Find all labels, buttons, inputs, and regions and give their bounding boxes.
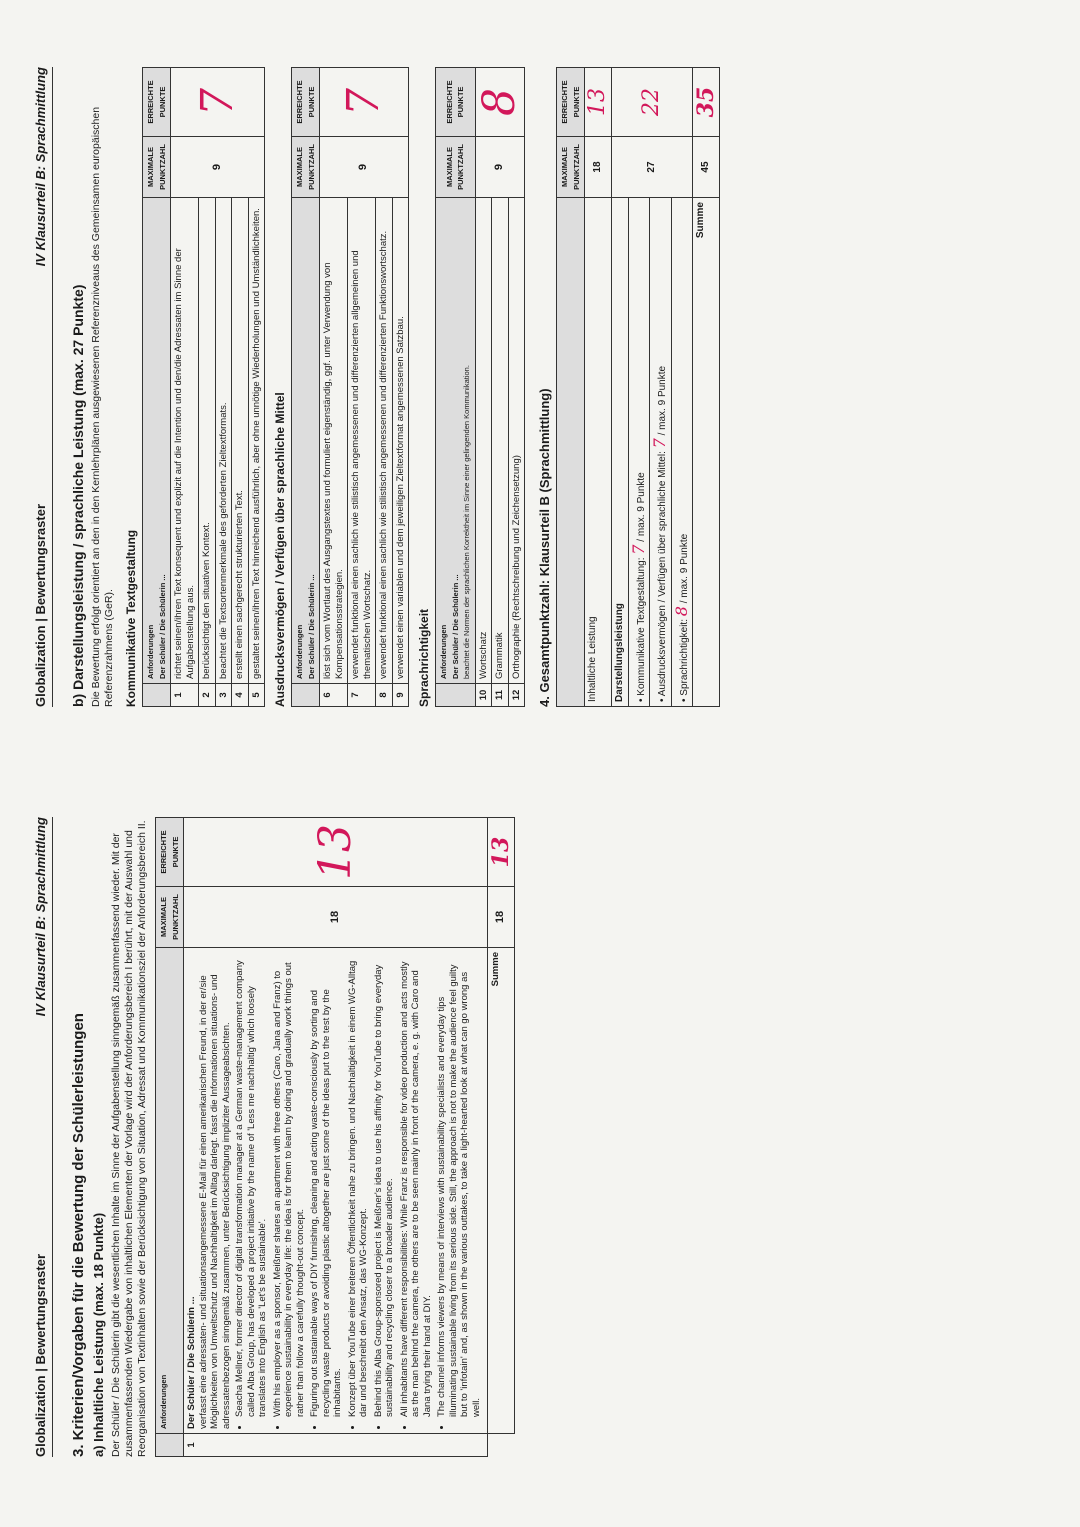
- list-item: • Konzept über YouTube einer breiteren Öffentlichkeit nahe zu bringen. und Nachhaltigkeit in einem WG-Alltag dar und beschreibt den Ansatz, das WG-Konzept.: [347, 952, 370, 1417]
- num-col-header: [143, 684, 171, 707]
- list-item: • Seacha Mellner, former director of digital transformation manager at a German waste-management company called Alba Group, has developed a project initiative by the name of 'Less me nachhaltig' which loosely translates into English as 'Let's be sustainable'.: [234, 952, 269, 1417]
- pts-col-header: ERREICHTE PUNKTE: [436, 68, 476, 137]
- pts-col-header: ERREICHTE PUNKTE: [156, 818, 184, 887]
- handwritten-sum: 13: [488, 836, 514, 868]
- g-row-pts-cell: [585, 68, 612, 137]
- left-header: [30, 817, 53, 1457]
- row-number: 1: [171, 684, 199, 707]
- g-row-label: Ausdrucksvermögen / Verfügen über sprachliche Mittel:: [657, 451, 668, 697]
- req-col-label: Anforderungen: [439, 624, 448, 679]
- g-row-max: 27: [612, 137, 693, 198]
- max-col-header: MAXIMALE PUNKTZAHL: [143, 137, 171, 198]
- row-number: 12: [508, 684, 525, 707]
- spacer: [488, 1434, 515, 1457]
- table-row: beachtet die Textsortenmerkmale des geforderten Zieltextformats.: [215, 198, 232, 684]
- right-page: [0, 37, 1080, 737]
- left-page: [0, 787, 1080, 1487]
- row-number: 7: [348, 684, 376, 707]
- g-label-col-header: [557, 198, 585, 707]
- list-item: • All inhabitants have different responsibilities: While Franz is responsible for video production and acts mostly as the man behind the camera, the others are to be seen mainly in front of the camera, e. g. with Caro and Jana trying their hand at DIY.: [399, 952, 434, 1417]
- a-title: Ausdrucksvermögen / Verfügen über sprachliche Mittel: [273, 392, 287, 707]
- req-col-label: Anforderungen: [146, 624, 155, 679]
- g-row-label: Darstellungsleistung: [612, 198, 629, 707]
- num-col-header: [436, 684, 476, 707]
- table-row: gestaltet seinen/ihren Text hinreichend ausführlich, aber ohne unnötige Wiederholungen und Umständlichkeiten.: [248, 198, 265, 684]
- k-max: 9: [171, 137, 265, 198]
- list-item: • With his employer as a sponsor, Meißner shares an apartment with three others (Caro, Jana and Franz) to experience sustainability in everyday life: the idea is for them to learn by doing and gradually work things out rather than follow a carefully thought-out concept.: [272, 952, 307, 1417]
- req-intro: Der Schüler / Die Schülerin ...: [450, 574, 460, 679]
- bullet-list: [234, 952, 482, 1429]
- max-col-header: MAXIMALE PUNKTZAHL: [557, 137, 585, 198]
- a-pts-cell: [320, 68, 409, 137]
- g-sum-max: 45: [693, 137, 720, 198]
- table-row: verwendet funktional einen sachlich wie stilistisch angemessenen und differenzierten allgemeinen und thematischen Wortschatz.: [348, 198, 376, 684]
- g-sum-label: Summe: [693, 198, 720, 707]
- a-table: [291, 67, 409, 707]
- handwritten-sum: 35: [693, 86, 719, 118]
- subsection-title: a) Inhaltliche Leistung (max. 18 Punkte): [91, 1212, 106, 1457]
- g-row-label: Kommunikative Textgestaltung:: [635, 557, 647, 696]
- row-number: 6: [320, 684, 348, 707]
- req-col-header: Anforderungen: [156, 948, 184, 1434]
- k-pts-cell: [171, 68, 265, 137]
- table-row: löst sich vom Wortlaut des Ausgangstextes und formuliert eigenständig, ggf. unter Verwendung von Kompensationsstrategien.: [320, 198, 348, 684]
- row-number: 2: [199, 684, 216, 707]
- handwritten-score: 13: [309, 824, 361, 880]
- row-number: 11: [492, 684, 509, 707]
- req-col-header: [143, 198, 171, 684]
- b-intro: Die Bewertung erfolgt orientiert an den in den Kernlehrplänen ausgewiesenen Referenzniveaus des Gemeinsamen europäischen Referenzrahmens (GeR).: [90, 106, 115, 707]
- handwritten-score: 8: [473, 88, 525, 116]
- section-title: 3. Kriterien/Vorgaben für die Bewertung der Schülerleistungen: [70, 1013, 87, 1457]
- table-row: verwendet einen variablen und dem jeweiligen Zieltextformat angemessenen Satzbau.: [392, 198, 409, 684]
- req-text: verfasst eine adressaten- und situationsangemessene E-Mail für einen amerikanischen Freund, in der er/sie Möglichkeiten von Umweltschutz und Nachhaltigkeit im Alltag darlegt. fasst die Informationen situations- und adressatenbezogen sinngemäß zusammen, unter Berücksichtigung impliziter Aussageabsichten.: [197, 974, 232, 1429]
- handwritten-score: 7: [628, 544, 648, 555]
- max-points: 18: [184, 887, 488, 948]
- b-title: b) Darstellungsleistung / sprachliche Leistung (max. 27 Punkte): [70, 284, 86, 707]
- left-header-part: IV Klausurteil B: Sprachmittlung: [33, 817, 48, 1017]
- row-number: 3: [215, 684, 232, 707]
- g-row-max: 18: [585, 137, 612, 198]
- g-row-label: Inhaltliche Leistung: [585, 198, 612, 707]
- g-row-label: Sprachrichtigkeit:: [678, 619, 690, 696]
- g-sum-pts-cell: [693, 68, 720, 137]
- table-row: verwendet funktional einen sachlich wie stilistisch angemessenen und differenzierten Funktionswortschatz.: [376, 198, 393, 684]
- sum-reached-cell: [488, 818, 515, 887]
- right-content: [70, 67, 720, 707]
- handwritten-score: 13: [585, 88, 610, 116]
- row-number: 9: [392, 684, 409, 707]
- sum-max: 18: [488, 887, 515, 948]
- s-title: Sprachrichtigkeit: [417, 608, 431, 707]
- left-content: [70, 817, 515, 1457]
- sum-label: Summe: [488, 948, 515, 1434]
- requirement-cell: [184, 948, 488, 1434]
- s-max: 9: [475, 137, 525, 198]
- table-row: Grammatik: [492, 198, 509, 684]
- req-intro: Der Schüler / Die Schülerin ...: [186, 1296, 197, 1429]
- req-col-header: [292, 198, 320, 684]
- req-col-header: [436, 198, 476, 684]
- row-number: 8: [376, 684, 393, 707]
- max-col-header: MAXIMALE PUNKTZAHL: [436, 137, 476, 198]
- s-table: [435, 67, 525, 707]
- max-col-header: MAXIMALE PUNKTZAHL: [156, 887, 184, 948]
- k-title: Kommunikative Textgestaltung: [124, 529, 138, 707]
- g-row: • Kommunikative Textgestaltung: 7 / max. 9 Punkte: [628, 198, 650, 707]
- table-row: Orthographie (Rechtschreibung und Zeichensetzung): [508, 198, 525, 684]
- reached-points-cell: [184, 818, 488, 887]
- pts-col-header: ERREICHTE PUNKTE: [143, 68, 171, 137]
- content-criteria-table: [155, 817, 515, 1457]
- handwritten-score: 7: [650, 438, 669, 449]
- pts-col-header: ERREICHTE PUNKTE: [292, 68, 320, 137]
- req-intro: Der Schüler / Die Schülerin ...: [306, 574, 316, 679]
- handwritten-score: 7: [338, 88, 389, 116]
- g-row-suffix: / max. 9 Punkte: [635, 472, 647, 542]
- g-title: 4. Gesamtpunktzahl: Klausurteil B (Sprachmittlung): [537, 388, 552, 707]
- total-table: [556, 67, 720, 707]
- table-row: erstellt einen sachgerecht strukturierten Text.: [232, 198, 249, 684]
- right-header-part: IV Klausurteil B: Sprachmittlung: [33, 67, 48, 267]
- g-row: • Ausdrucksvermögen / Verfügen über sprachliche Mittel: 7 / max. 9 Punkte: [650, 198, 672, 707]
- list-item: • The channel informs viewers by means of interviews with sustainability specialists and everyday tips illuminating sustainable living from its serious side. Still, the approach is not to make the audience feel guilty but to 'infotain' and, as shown in the various outtakes, to take a light-hearted look at what can go wrong as well.: [436, 952, 482, 1417]
- row-number: 1: [184, 1434, 488, 1457]
- list-item: • Behind this Alba Group-sponsored project is Meißner's idea to use his affinity for YouTube to bring everyday sustainability and recycling closer to a broader audience.: [373, 952, 396, 1417]
- table-row: Wortschatz: [475, 198, 492, 684]
- g-row: • Sprachrichtigkeit: 8 / max. 9 Punkte: [671, 198, 693, 707]
- right-header-title: Globalization | Bewertungsraster: [33, 503, 48, 707]
- intro-text: Der Schüler / Die Schülerin gibt die wesentlichen Inhalte im Sinne der Aufgabenstellung sinngemäß zusammenfassend wieder. Mit der zusammenfassenden Wiedergabe von inhaltlichen Elementen der Vorlage wird der Anforderungsbereich I berührt, mit der Auswahl und Reorganisation von Textinhalten sowie der Berücksichtigung von Situation, Adressat und Kommunikationsziel der Anforderungsbereich II.: [110, 820, 148, 1457]
- left-header-title: Globalization | Bewertungsraster: [33, 1253, 48, 1457]
- req-col-label: Anforderungen: [295, 624, 304, 679]
- row-number: 4: [232, 684, 249, 707]
- row-number: 5: [248, 684, 265, 707]
- table-row: richtet seinen/ihren Text konsequent und explizit auf die Intention und den/die Adressaten im Sinne der Aufgabenstellung aus.: [171, 198, 199, 684]
- num-col-header: [156, 1434, 184, 1457]
- g-row-pts-cell: [612, 68, 693, 137]
- max-col-header: MAXIMALE PUNKTZAHL: [292, 137, 320, 198]
- table-row: berücksichtigt den situativen Kontext.: [199, 198, 216, 684]
- pts-col-header: ERREICHTE PUNKTE: [557, 68, 585, 137]
- g-row-suffix: / max. 9 Punkte: [657, 365, 668, 436]
- handwritten-score: 22: [639, 88, 664, 116]
- s-pts-cell: [475, 68, 525, 137]
- req-intro: Der Schüler / Die Schülerin ...: [157, 574, 167, 679]
- k-table: [142, 67, 265, 707]
- list-item: • Figuring out sustainable ways of DIY furnishing, cleaning and acting waste-consciously by sorting and recycling waste products or avoiding plastic altogether are just some of the ideas put to the test by the inhabitants.: [309, 952, 344, 1417]
- right-header: [30, 67, 53, 707]
- handwritten-score: 7: [191, 88, 243, 116]
- s-intro: beachtet die Normen der sprachlichen Korrektheit im Sinne einer gelingenden Kommunikation.: [462, 365, 471, 679]
- handwritten-score: 8: [671, 606, 691, 617]
- a-max: 9: [320, 137, 409, 198]
- num-col-header: [292, 684, 320, 707]
- g-row-suffix: / max. 9 Punkte: [678, 533, 690, 604]
- row-number: 10: [475, 684, 492, 707]
